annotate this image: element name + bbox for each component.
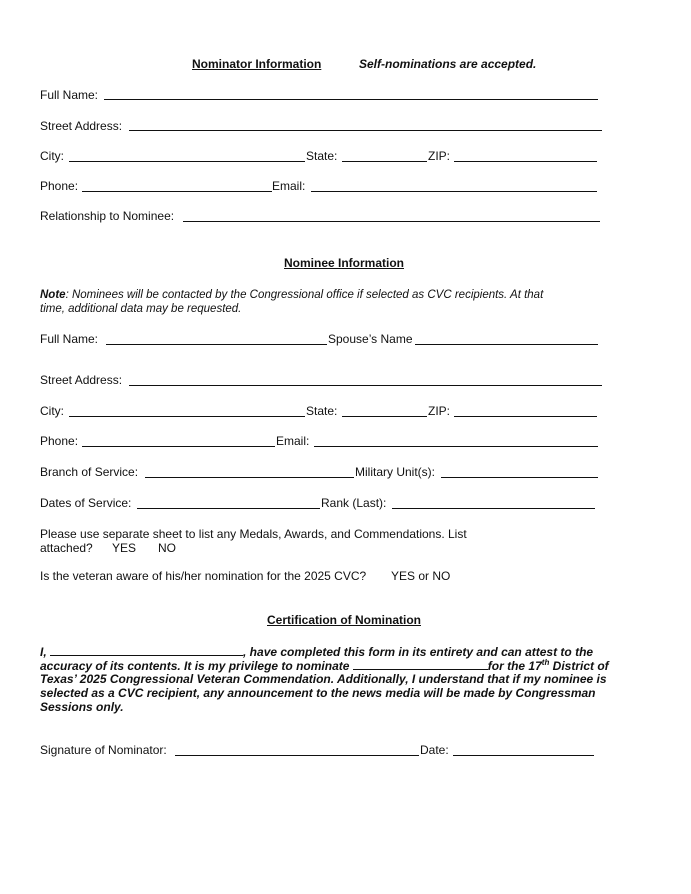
nominator-city-field[interactable] bbox=[69, 161, 305, 162]
cert-line-2-start: accuracy of its contents. It is my privilege to nominate bbox=[40, 659, 350, 673]
nominator-heading: Nominator Information bbox=[192, 57, 322, 71]
cert-line-5: Sessions only. bbox=[40, 700, 124, 714]
certification-heading: Certification of Nomination bbox=[267, 613, 421, 627]
date-field[interactable] bbox=[453, 755, 594, 756]
nominator-zip-label: ZIP: bbox=[428, 149, 451, 163]
dates-of-service-label: Dates of Service: bbox=[40, 496, 132, 510]
medals-attached-prompt: attached? bbox=[40, 541, 93, 555]
nominator-phone-field[interactable] bbox=[82, 191, 272, 192]
nominator-full-name-field[interactable] bbox=[104, 99, 598, 100]
nominator-street-label: Street Address: bbox=[40, 119, 123, 133]
cert-line-2-sup: th bbox=[541, 658, 550, 667]
note-label: Note bbox=[40, 289, 66, 301]
nominee-city-field[interactable] bbox=[69, 416, 305, 417]
branch-label: Branch of Service: bbox=[40, 465, 139, 479]
nominee-zip-label: ZIP: bbox=[428, 404, 451, 418]
branch-field[interactable] bbox=[145, 477, 354, 478]
nominator-city-label: City: bbox=[40, 149, 64, 163]
nominee-city-label: City: bbox=[40, 404, 64, 418]
nominator-street-field[interactable] bbox=[129, 130, 602, 131]
nominee-note-line-1 bbox=[40, 288, 543, 302]
nominee-full-name-label: Full Name: bbox=[40, 332, 99, 346]
cert-nominator-name-field[interactable] bbox=[50, 644, 243, 656]
signature-label: Signature of Nominator: bbox=[40, 743, 167, 757]
nominee-phone-field[interactable] bbox=[82, 446, 275, 447]
nominee-heading: Nominee Information bbox=[284, 256, 405, 270]
relationship-label: Relationship to Nominee: bbox=[40, 209, 175, 223]
nominator-state-label: State: bbox=[306, 149, 338, 163]
nominator-zip-field[interactable] bbox=[454, 161, 597, 162]
nominator-email-label: Email: bbox=[272, 179, 306, 193]
nominator-state-field[interactable] bbox=[342, 161, 427, 162]
nominator-full-name-label: Full Name: bbox=[40, 88, 99, 102]
self-nomination-note: Self-nominations are accepted. bbox=[359, 57, 537, 71]
cert-line-4: selected as a CVC recipient, any announcement to the news media will be made by Congressman bbox=[40, 686, 596, 700]
dates-of-service-field[interactable] bbox=[137, 508, 320, 509]
nominee-full-name-field[interactable] bbox=[106, 344, 327, 345]
cert-line-2-end-post: District of bbox=[549, 659, 609, 673]
cert-line-1-start: I, bbox=[40, 645, 47, 659]
rank-field[interactable] bbox=[392, 508, 595, 509]
nominator-email-field[interactable] bbox=[311, 191, 597, 192]
nominee-note-line-2: time, additional data may be requested. bbox=[40, 303, 242, 315]
nominee-street-field[interactable] bbox=[129, 385, 602, 386]
relationship-field[interactable] bbox=[183, 221, 600, 222]
nominee-zip-field[interactable] bbox=[454, 416, 597, 417]
nominee-street-label: Street Address: bbox=[40, 373, 123, 387]
military-unit-field[interactable] bbox=[441, 477, 598, 478]
note-text-1: : Nominees will be contacted by the Congressional office if selected as CVC recipients. At that bbox=[65, 289, 544, 301]
spouse-name-label: Spouse’s Name bbox=[328, 332, 413, 346]
nominee-state-label: State: bbox=[306, 404, 338, 418]
medals-no-option[interactable]: NO bbox=[158, 541, 176, 555]
cert-line-1-end: , have completed this form in its entirety and can attest to the bbox=[243, 645, 594, 659]
nominee-email-label: Email: bbox=[276, 434, 310, 448]
cert-nominee-name-field[interactable] bbox=[353, 658, 488, 670]
rank-label: Rank (Last): bbox=[321, 496, 387, 510]
cert-line-3: Texas’ 2025 Congressional Veteran Commendation. Additionally, I understand that if my nominee is bbox=[40, 672, 607, 686]
medals-yes-option[interactable]: YES bbox=[112, 541, 137, 555]
aware-yes-no-options[interactable]: YES or NO bbox=[391, 569, 451, 583]
aware-question: Is the veteran aware of his/her nomination for the 2025 CVC? bbox=[40, 569, 367, 583]
spouse-name-field[interactable] bbox=[415, 344, 598, 345]
nominee-phone-label: Phone: bbox=[40, 434, 79, 448]
nominator-phone-label: Phone: bbox=[40, 179, 79, 193]
medals-instruction: Please use separate sheet to list any Medals, Awards, and Commendations. List bbox=[40, 527, 467, 541]
nominee-state-field[interactable] bbox=[342, 416, 427, 417]
date-label: Date: bbox=[420, 743, 449, 757]
cert-line-2-end-pre: for the 17 bbox=[487, 659, 542, 673]
signature-field[interactable] bbox=[175, 755, 419, 756]
military-unit-label: Military Unit(s): bbox=[355, 465, 435, 479]
nominee-email-field[interactable] bbox=[314, 446, 598, 447]
